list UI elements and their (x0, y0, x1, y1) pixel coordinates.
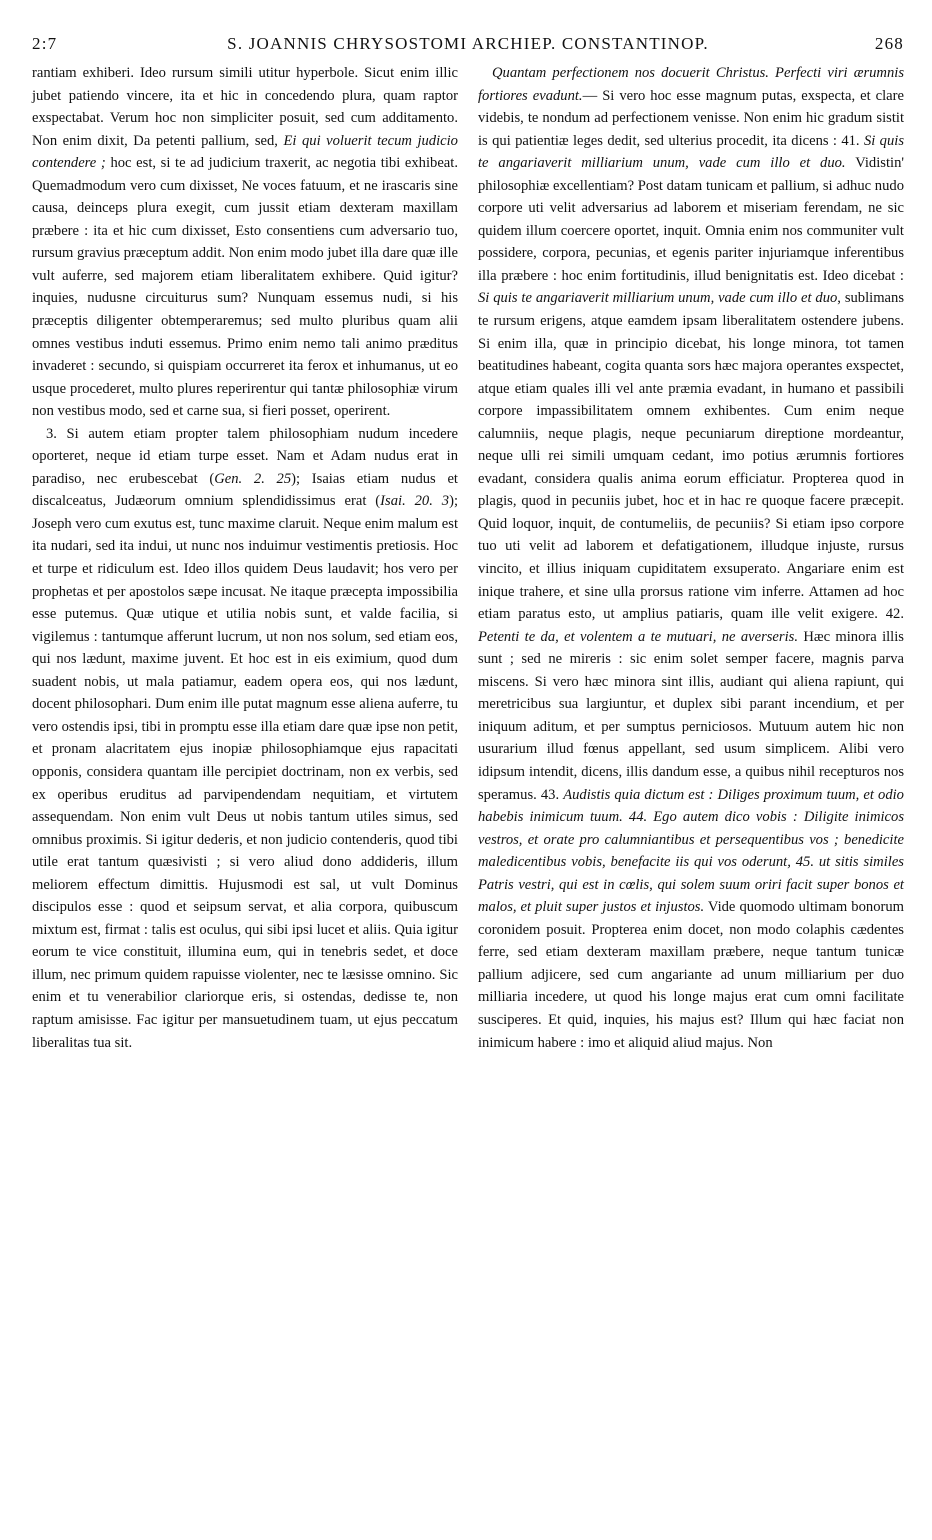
right-p2-rest: Vide quomodo ultimam bonorum coronidem posuit. Propterea enim docet, non modo colaphis cædentes ferre, sed etiam dexteram maxillam præbere, neque tantum tunicæ pallium adjicere, sed cum angariante ad unum milliarium per duo milliaria incedere, ut quod his longe majus erat cum omni facilitate susciperes. Et quid, inquies, his majus est? Illum qui hæc faciat non inimicum habere : imo et aliquid aliud majus. Non (478, 899, 905, 1051)
left-paragraph-2 (32, 423, 458, 1054)
left-p1-rest: hoc est, si te ad judicium traxerit, ac negotia tibi exhibeat. Quemadmodum vero cum dixisset, Ne voces fatuum, et ne irascaris sine causa, deinceps plura exegit, cum jussit etiam dexteram maxillam præbere : ita et hic cum dixisset, Esto consentiens cum adversario tuo, rursum gravius præceptum addit. Non enim modo jubet illa dare quæ ille vult auferre, sed majorem etiam liberalitatem exhibere. Quid igitur? inquies, nudusne circuiturus sum? Nunquam essemus nudi, si his præceptis diligenter obtemperaremus; sed multo pluribus quam alii omnes vestibus induti essemus. Primo enim nemo tali animo præditus invaderet : secundo, si quispiam occurreret ita ferox et inhumanus, ut eo usque procederet, multo plures reperirentur qui tantæ philosophiæ virum non vestibus modo, sed et carne sua, si fieri posset, operirent. (32, 155, 458, 420)
right-p1-rest2: , sublimans te rursum erigens, atque eamdem ipsam liberalitatem ostendere jubens. Si enim illa, quæ in principio dicebat, his longe minora, tot tamen beatitudines habeant, cogita quanta sors hæc majora operantes exspectet, atque etiam quales illi vel ante præmia evadant, in humano et passibili corpore impassibilitatem omnem exhibentes. Cum enim neque calumniis, neque plagis, neque pecuniarum direptione mordeantur, neque ulli rei simili umquam cedant, imo potius ærumnis fortiores evadant, considera qualis anima eorum efficiatur. Propterea quod in plagis, quod in pecuniis jubet, hoc et in hac re quoque facere præcepit. Quid loquor, inquit, de contumeliis, de pecuniis? Si etiam ipso corpore tuo uti velit ad laborem et defatigationem, illudque injuste, rursus vincito, et illius iniquam cupiditatem exsuperato. Angariare enim est inique trahere, et sine ulla prorsus ratione vim inferre. Attamen ad hoc etiam paratus esto, ut amplius patiaris, quam ille velit exigere. 42. (478, 290, 904, 623)
right-p2-italic: Petenti te da, et volentem a te mutuari, ne averseris. (478, 628, 798, 645)
left-p2-ref1: Gen. 2. 25 (214, 470, 292, 487)
left-p2-rest: ); Joseph vero cum exutus est, tunc maxime claruit. Neque enim malum est ita nudari, sed ita indui, ut nunc nos induimur vestimentis pretiosis. Hoc et turpe et ridiculum est. Ideo illos quidem Deus laudavit; hos vero per prophetas et per apostolos sæpe incusat. Ne itaque præcepta impossibilia esse putemus. Quæ utique et utilia nobis sunt, et valde facilia, si vigilemus : tantumque afferunt lucrum, ut non nos solum, sed etiam eos, qui nos lædunt, maxime juvent. Et hoc est in eis eximium, quod dum suadent nobis, ut mala patiamur, eadem opera eos, qui nos lædunt, docent philosophari. Dum enim ille putat magnum esse aliena auferre, tu vero ostendis ipsi, tibi in promptu esse illa etiam dare quæ ipse non petit, et pronam alacritatem ejus inopiæ philosophiamque ejus rapacitati opponis, considera quantam ille percipiet doctrinam, non ex verbis, sed ex operibus eruditus ad parvipendendam nequitiam, et virtutem assequendam. Non enim vult Deus ut nobis tantum utiles simus, sed omnibus proximis. Si igitur dederis, et non judicio contenderis, quod tibi utile erat tantum quæsivisti ; si vero aliud dono addideris, illum meliorem effectum dimittis. Hujusmodi est sal, ut vult Dominus discipulos esse : quod et seipsum servat, et alia corpora, quibuscum mixtum est, firmat : talis est oculus, qui sibi ipsi lucet et aliis. Quia igitur eorum te vice constituit, illumina eum, qui in tenebris sedet, et doce illum, nec primum quidem rapuisse violenter, nec te læsisse omnino. Sic enim et tu venerabilior clariorque eris, si ostendas, dedisse te, non raptum amisisse. Fac igitur per mansuetudinem tuam, ut ejus peccatum liberalitas tua sit. (32, 493, 459, 1051)
page-number-right: 268 (874, 34, 904, 53)
right-p2-text: Hæc minora illis sunt ; sed ne mireris : sic enim solet semper facere, magnis parva miscens. Si vero hæc minora sint illis, audiant qui aliena rapiunt, qui meretricibus sua largiuntur, et duplex sibi parant incendium, et per iniquum aditum, et per sumptus perniciosos. Mutuum autem hic non usurarium illud fœnus appellant, sed usum simplicem. Alibi vero idipsum intendit, dicens, illis dandum esse, a quibus nihil recepturos nos speramus. 43. (478, 628, 904, 803)
page-number-left: 2:7 (32, 34, 58, 53)
left-p2-ref2: Isai. 20. 3 (380, 493, 450, 510)
right-p1-italic2: Si quis te angariaverit milliarium unum, vade cum illo et duo. (478, 132, 905, 172)
left-p1-text: rantiam exhiberi. Ideo rursum simili utitur hyperbole. Sicut enim illic jubet patiendo vincere, ita et hic in concedendo plura, quam raptor exspectabat. Verum hoc non simpliciter posuit, sed cum additamento. Non enim dixit, Da petenti pallium, sed, (32, 65, 458, 149)
left-p2-start: 3. Si autem etiam propter talem philosophiam nudum incedere oporteret, neque id etiam turpe esset. Nam et Adam nudus erat in paradiso, nec erubescebat ( (32, 425, 458, 487)
left-p2-mid: ); Isaias etiam nudus et discalceatus, Judæorum omnium splendidissimus erat ( (32, 470, 458, 510)
left-p1-italic: Ei qui voluerit tecum judicio contendere ; (32, 132, 458, 172)
right-paragraph-1 (478, 62, 904, 1054)
right-p1-italic: Quantam perfectionem nos docuerit Christus. Perfecti viri ærumnis fortiores evadunt. (478, 65, 904, 104)
text-columns (32, 62, 904, 1522)
running-title: S. JOANNIS CHRYSOSTOMI ARCHIEP. CONSTANTINOP. (227, 34, 709, 53)
left-paragraph-1 (32, 62, 458, 423)
right-p1-text: — Si vero hoc esse magnum putas, exspecta, et clare videbis, te nondum ad perfectionem venisse. Non enim hic gradum sistit is qui patientiæ leges dedit, sed ulterius procedit, ita dicens : 41. (478, 87, 904, 149)
running-header (32, 34, 904, 62)
right-column (478, 62, 904, 1054)
right-p1-rest: Vidistin' philosophiæ excellentiam? Post datam tunicam et pallium, si adhuc nudo corpore uti velit adversarius ad laborem et miseriam ferendam, ne sic quidem illum coercere oportet, inquit. Omnia enim nos communiter vult possidere, corpora, pecunias, et egenis pariter injuriamque inferentibus illa præbere : hoc enim fortitudinis, illud benignitatis est. Ideo dicebat : (478, 155, 905, 284)
right-p1-italic3: Si quis te angariaverit milliarium unum, vade cum illo et duo (478, 290, 838, 307)
right-p2-italic2: Audistis quia dictum est : Diliges proximum tuum, et odio habebis inimicum tuum. 44. Ego autem dico vobis : Diligite inimicos vestros, et orate pro calumniantibus et persequentibus vos ; benedicite maledicentibus vobis, benefacite iis qui vos oderunt, 45. ut sitis similes Patris vestri, qui est in cœlis, qui solem suum oriri facit super bonos et malos, et pluit super justos et injustos. (478, 786, 904, 916)
left-column (32, 62, 458, 1054)
